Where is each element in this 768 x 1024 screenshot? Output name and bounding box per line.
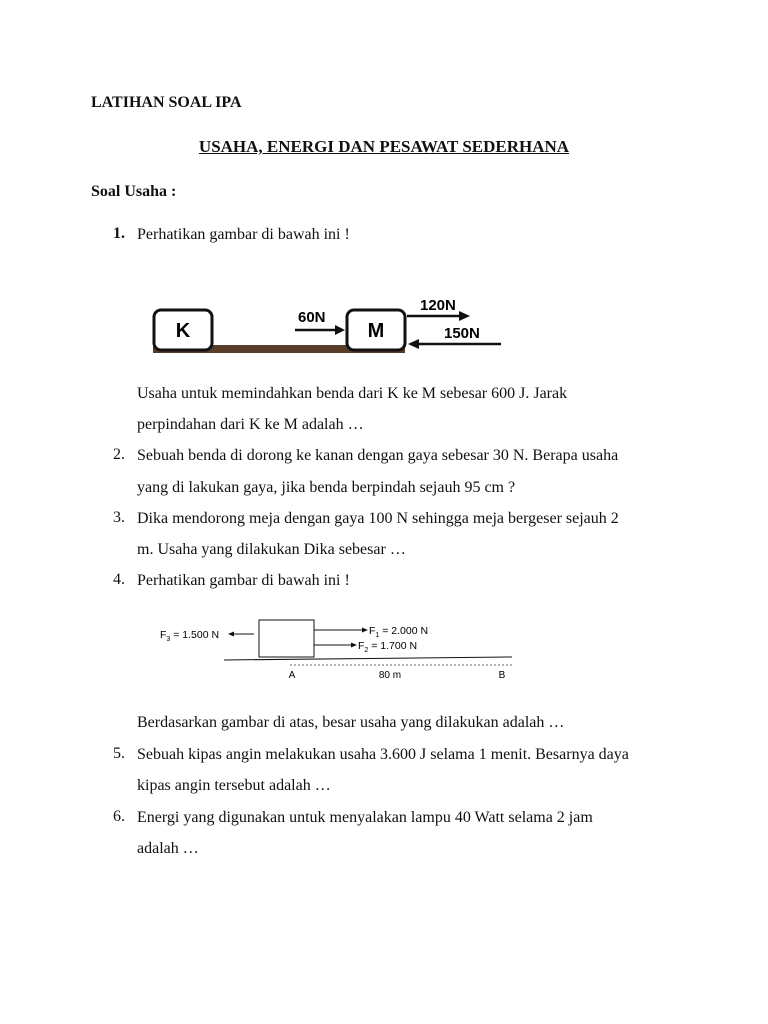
figure-force-ab [160,612,520,684]
question-text: Sebuah kipas angin melakukan usaha 3.600 J selama 1 menit. Besarnya daya [137,746,629,763]
force-120n-label: 120N [420,297,456,314]
document-header: LATIHAN SOAL IPA [91,94,242,111]
question-text: adalah … [137,840,199,857]
question-number: 6. [113,808,125,825]
block [259,620,314,657]
question-number: 5. [113,745,125,762]
force-f2-label: $F_2 = 1.700$ N [358,640,418,654]
question-text: Usaha untuk memindahkan benda dari K ke M sebesar 600 J. Jarak [137,385,568,402]
question-number: 1. [113,225,125,242]
force-f3-label: $F_3 = 1.500$ N [160,629,220,643]
figure-k-to-m [145,290,515,365]
question-number: 4. [113,571,125,588]
question-text: perpindahan dari K ke M adalah … [137,416,364,433]
box-k-label: K [175,320,191,342]
force-f1-label: $F_1 = 2.000$ N [369,625,429,639]
question-text: Berdasarkan gambar di atas, besar usaha yang dilakukan adalah … [137,714,565,731]
distance-label: 80 m [378,670,402,681]
question-text: kipas angin tersebut adalah … [137,777,331,794]
question-text: Perhatikan gambar di bawah ini ! [137,572,350,589]
point-b-label: B [498,670,506,681]
question-text: Dika mendorong meja dengan gaya 100 N sehingga meja bergeser sejauh 2 [137,510,619,527]
box-m-label: M [367,320,385,342]
point-a-label: A [288,670,296,681]
question-text: yang di lakukan gaya, jika benda berpindah sejauh 95 cm ? [137,479,516,496]
force-150n-label: 150N [444,325,480,342]
question-number: 3. [113,509,125,526]
question-text: m. Usaha yang dilakukan Dika sebesar … [137,541,406,558]
question-text: Sebuah benda di dorong ke kanan dengan gaya sebesar 30 N. Berapa usaha [137,447,619,464]
section-heading: Soal Usaha : [91,183,177,200]
question-text: Perhatikan gambar di bawah ini ! [137,226,350,243]
question-text: Energi yang digunakan untuk menyalakan lampu 40 Watt selama 2 jam [137,809,593,826]
force-60n-label: 60N [298,309,326,326]
question-number: 2. [113,446,125,463]
document-title: USAHA, ENERGI DAN PESAWAT SEDERHANA [198,137,570,156]
